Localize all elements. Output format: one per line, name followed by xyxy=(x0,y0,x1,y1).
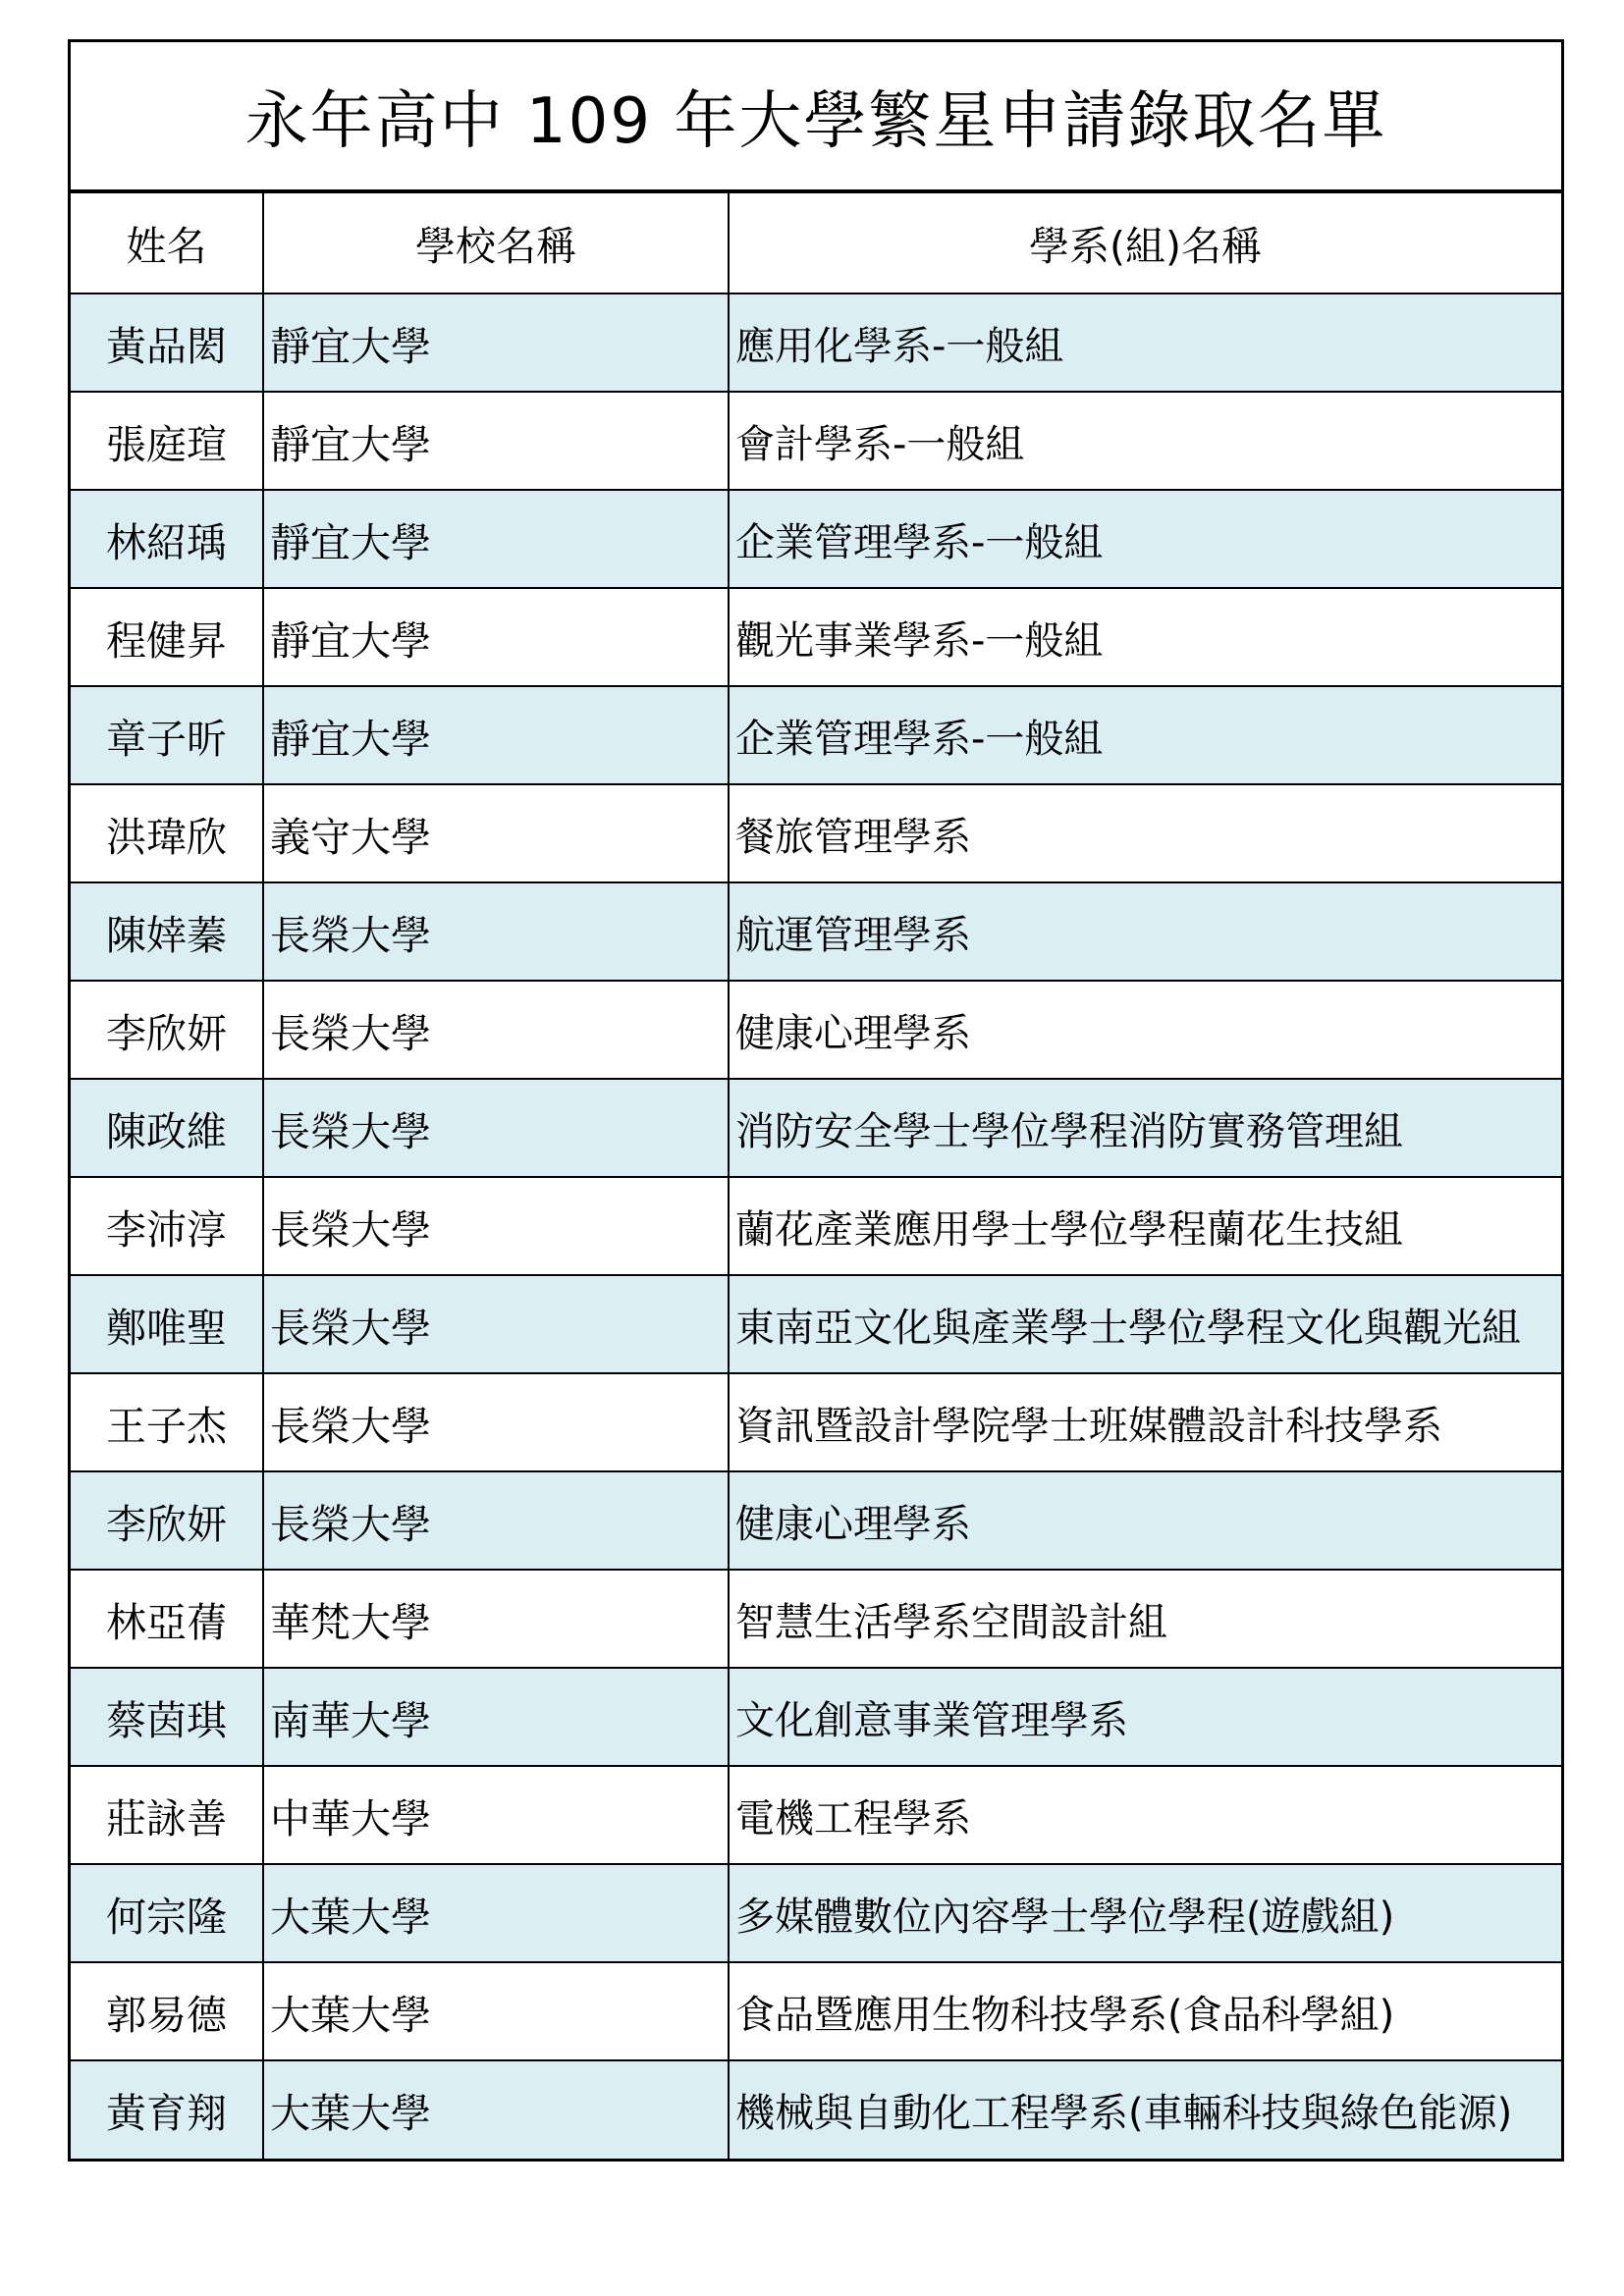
school-name-cell: 長榮大學 xyxy=(263,981,729,1079)
school-name-cell: 華梵大學 xyxy=(263,1570,729,1668)
student-name-cell: 林亞蒨 xyxy=(71,1570,263,1668)
student-name-cell: 張庭瑄 xyxy=(71,392,263,490)
table-row xyxy=(71,1864,1561,1962)
table-row xyxy=(71,784,1561,882)
table-header-row xyxy=(71,193,1561,294)
student-name-cell: 程健昇 xyxy=(71,588,263,686)
school-name-cell: 中華大學 xyxy=(263,1766,729,1864)
school-name-cell: 靜宜大學 xyxy=(263,392,729,490)
student-name-cell: 黃品閎 xyxy=(71,294,263,392)
student-name-cell: 李欣妍 xyxy=(71,981,263,1079)
department-name-cell: 蘭花產業應用學士學位學程蘭花生技組 xyxy=(729,1177,1561,1275)
header-name: 姓名 xyxy=(71,193,263,294)
department-name-cell: 健康心理學系 xyxy=(729,981,1561,1079)
department-name-cell: 應用化學系-一般組 xyxy=(729,294,1561,392)
department-name-cell: 食品暨應用生物科技學系(食品科學組) xyxy=(729,1962,1561,2060)
table-row xyxy=(71,1962,1561,2060)
table-row xyxy=(71,490,1561,588)
header-department: 學系(組)名稱 xyxy=(729,193,1561,294)
department-name-cell: 航運管理學系 xyxy=(729,882,1561,981)
table-row xyxy=(71,1177,1561,1275)
student-name-cell: 陳婞蓁 xyxy=(71,882,263,981)
department-name-cell: 企業管理學系-一般組 xyxy=(729,686,1561,784)
department-name-cell: 機械與自動化工程學系(車輛科技與綠色能源) xyxy=(729,2060,1561,2159)
admission-table xyxy=(71,193,1561,2159)
table-row xyxy=(71,1668,1561,1766)
table-row xyxy=(71,686,1561,784)
table-row xyxy=(71,1373,1561,1471)
school-name-cell: 靜宜大學 xyxy=(263,686,729,784)
school-name-cell: 長榮大學 xyxy=(263,1177,729,1275)
school-name-cell: 長榮大學 xyxy=(263,882,729,981)
department-name-cell: 多媒體數位內容學士學位學程(遊戲組) xyxy=(729,1864,1561,1962)
student-name-cell: 鄭唯聖 xyxy=(71,1275,263,1373)
school-name-cell: 靜宜大學 xyxy=(263,588,729,686)
student-name-cell: 陳政維 xyxy=(71,1079,263,1177)
school-name-cell: 大葉大學 xyxy=(263,1864,729,1962)
school-name-cell: 南華大學 xyxy=(263,1668,729,1766)
header-school: 學校名稱 xyxy=(263,193,729,294)
student-name-cell: 黃育翔 xyxy=(71,2060,263,2159)
department-name-cell: 資訊暨設計學院學士班媒體設計科技學系 xyxy=(729,1373,1561,1471)
table-row xyxy=(71,392,1561,490)
student-name-cell: 林紹瑀 xyxy=(71,490,263,588)
department-name-cell: 餐旅管理學系 xyxy=(729,784,1561,882)
table-row xyxy=(71,1079,1561,1177)
student-name-cell: 洪瑋欣 xyxy=(71,784,263,882)
department-name-cell: 消防安全學士學位學程消防實務管理組 xyxy=(729,1079,1561,1177)
department-name-cell: 健康心理學系 xyxy=(729,1471,1561,1570)
student-name-cell: 李沛淳 xyxy=(71,1177,263,1275)
department-name-cell: 企業管理學系-一般組 xyxy=(729,490,1561,588)
department-name-cell: 智慧生活學系空間設計組 xyxy=(729,1570,1561,1668)
table-row xyxy=(71,882,1561,981)
student-name-cell: 王子杰 xyxy=(71,1373,263,1471)
department-name-cell: 觀光事業學系-一般組 xyxy=(729,588,1561,686)
department-name-cell: 電機工程學系 xyxy=(729,1766,1561,1864)
school-name-cell: 長榮大學 xyxy=(263,1275,729,1373)
school-name-cell: 義守大學 xyxy=(263,784,729,882)
student-name-cell: 莊詠善 xyxy=(71,1766,263,1864)
school-name-cell: 長榮大學 xyxy=(263,1079,729,1177)
school-name-cell: 大葉大學 xyxy=(263,1962,729,2060)
table-row xyxy=(71,1275,1561,1373)
table-row xyxy=(71,1570,1561,1668)
table-row xyxy=(71,294,1561,392)
table-row xyxy=(71,1766,1561,1864)
table-row xyxy=(71,981,1561,1079)
school-name-cell: 靜宜大學 xyxy=(263,490,729,588)
department-name-cell: 文化創意事業管理學系 xyxy=(729,1668,1561,1766)
student-name-cell: 何宗隆 xyxy=(71,1864,263,1962)
student-name-cell: 章子昕 xyxy=(71,686,263,784)
table-row xyxy=(71,2060,1561,2159)
school-name-cell: 長榮大學 xyxy=(263,1373,729,1471)
document-title: 永年高中 109 年大學繁星申請錄取名單 xyxy=(71,42,1561,193)
department-name-cell: 會計學系-一般組 xyxy=(729,392,1561,490)
department-name-cell: 東南亞文化與產業學士學位學程文化與觀光組 xyxy=(729,1275,1561,1373)
school-name-cell: 大葉大學 xyxy=(263,2060,729,2159)
table-row xyxy=(71,1471,1561,1570)
school-name-cell: 長榮大學 xyxy=(263,1471,729,1570)
student-name-cell: 蔡茵琪 xyxy=(71,1668,263,1766)
admission-list-document xyxy=(68,39,1564,2162)
table-row xyxy=(71,588,1561,686)
student-name-cell: 郭易德 xyxy=(71,1962,263,2060)
student-name-cell: 李欣妍 xyxy=(71,1471,263,1570)
school-name-cell: 靜宜大學 xyxy=(263,294,729,392)
